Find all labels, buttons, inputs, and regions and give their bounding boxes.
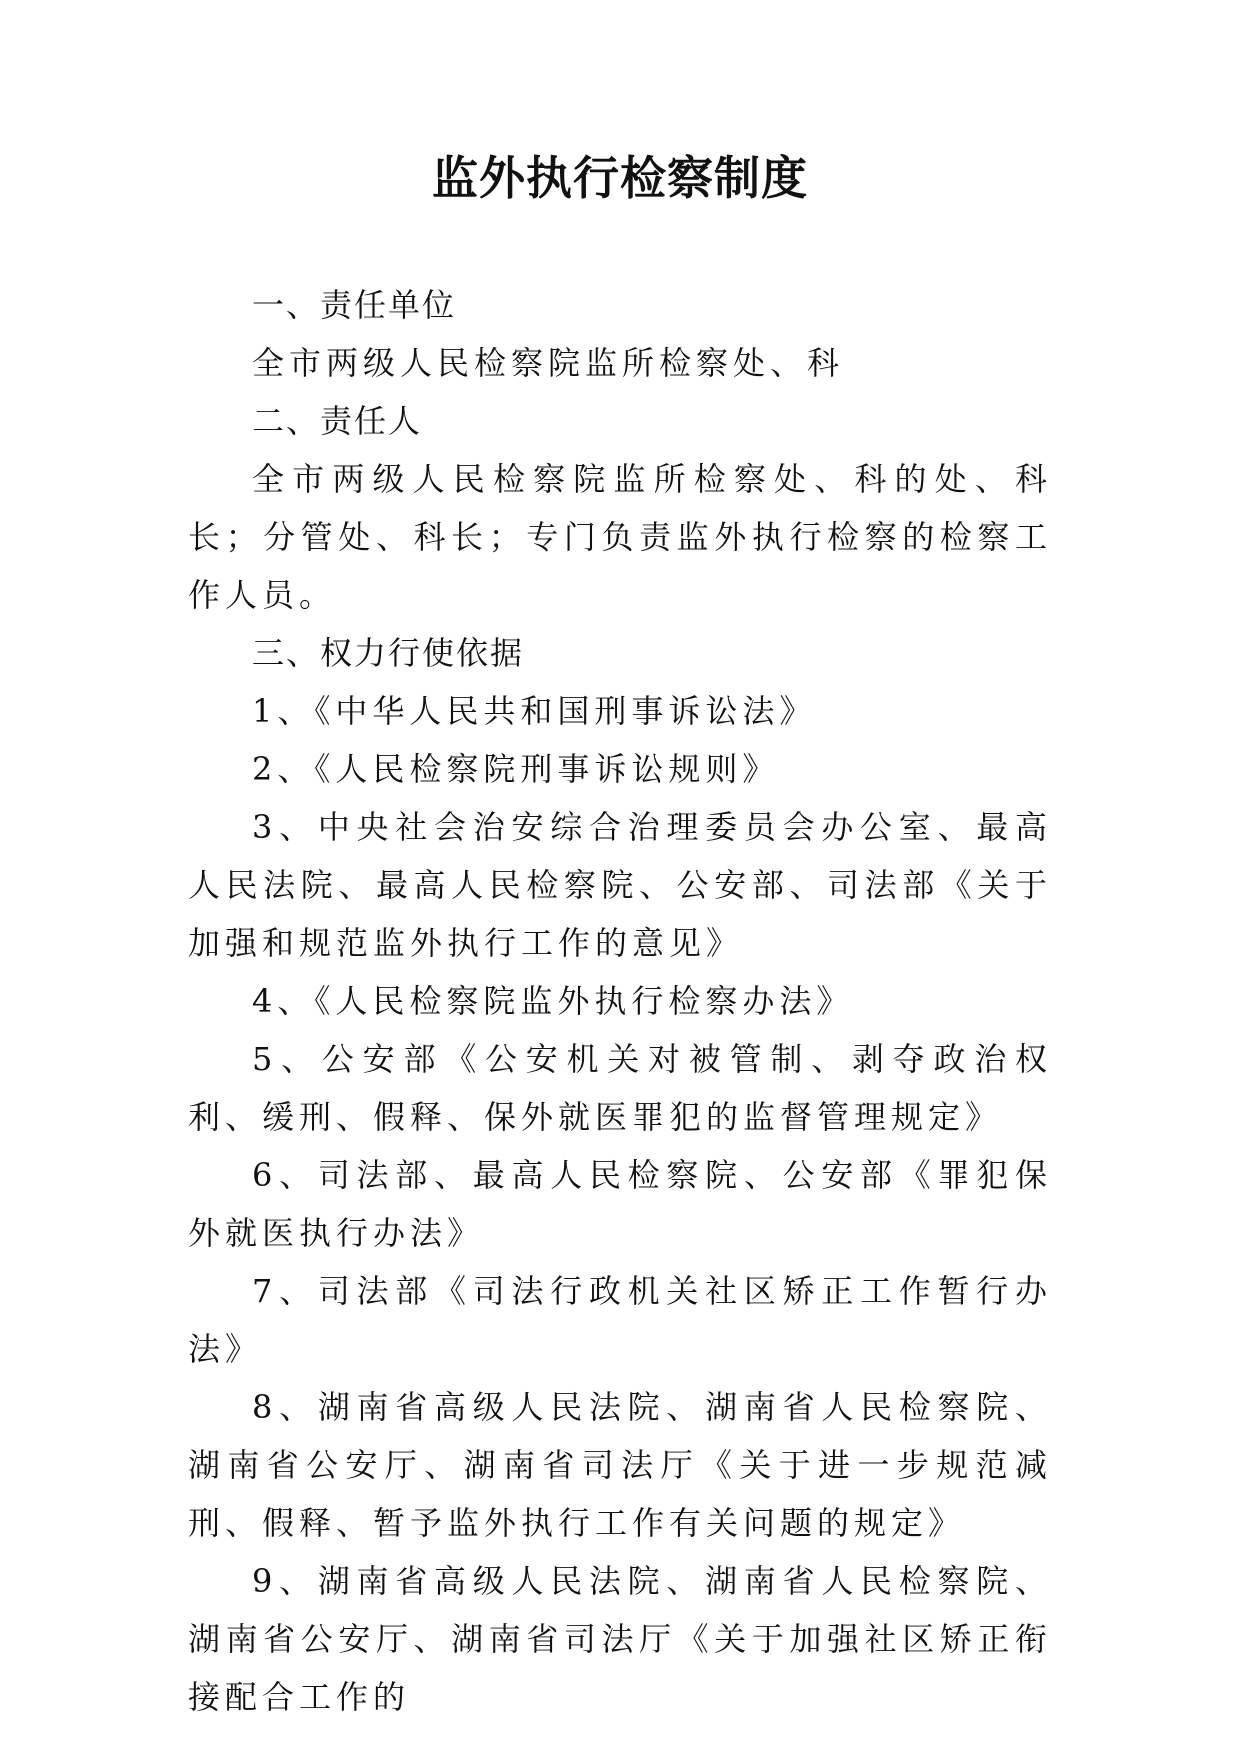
legal-basis-item: 2、《人民检察院刑事诉讼规则》 <box>252 750 780 788</box>
legal-basis-item: 4、《人民检察院监外执行检察办法》 <box>252 982 854 1020</box>
section-body-responsible-unit: 全市两级人民检察院监所检察处、科 <box>252 344 845 382</box>
section-heading-legal-basis: 三、权力行使依据 <box>252 634 525 672</box>
section-heading-responsible-unit: 一、责任单位 <box>252 286 457 324</box>
legal-basis-item: 6、司法部、最高人民检察院、公安部《罪犯保外就医执行办法》 <box>188 1156 1052 1252</box>
section-heading-responsible-person: 二、责任人 <box>252 402 423 440</box>
section-body-responsible-person: 全市两级人民检察院监所检察处、科的处、科长；分管处、科长；专门负责监外执行检察的检察工作人员。 <box>188 460 1052 614</box>
legal-basis-item: 9、湖南省高级人民法院、湖南省人民检察院、湖南省公安厅、湖南省司法厅《关于加强社区矫正衔接配合工作的 <box>188 1562 1052 1716</box>
document-body <box>188 276 1052 1726</box>
legal-basis-item: 5、公安部《公安机关对被管制、剥夺政治权利、缓刑、假释、保外就医罪犯的监督管理规定》 <box>188 1040 1052 1136</box>
legal-basis-item: 7、司法部《司法行政机关社区矫正工作暂行办法》 <box>188 1272 1052 1368</box>
legal-basis-item: 8、湖南省高级人民法院、湖南省人民检察院、湖南省公安厅、湖南省司法厅《关于进一步规范减刑、假释、暂予监外执行工作有关问题的规定》 <box>188 1388 1052 1542</box>
legal-basis-item: 3、中央社会治安综合治理委员会办公室、最高人民法院、最高人民检察院、公安部、司法部《关于加强和规范监外执行工作的意见》 <box>188 808 1052 962</box>
legal-basis-item: 1、《中华人民共和国刑事诉讼法》 <box>252 692 817 730</box>
document-title: 监外执行检察制度 <box>432 151 808 205</box>
